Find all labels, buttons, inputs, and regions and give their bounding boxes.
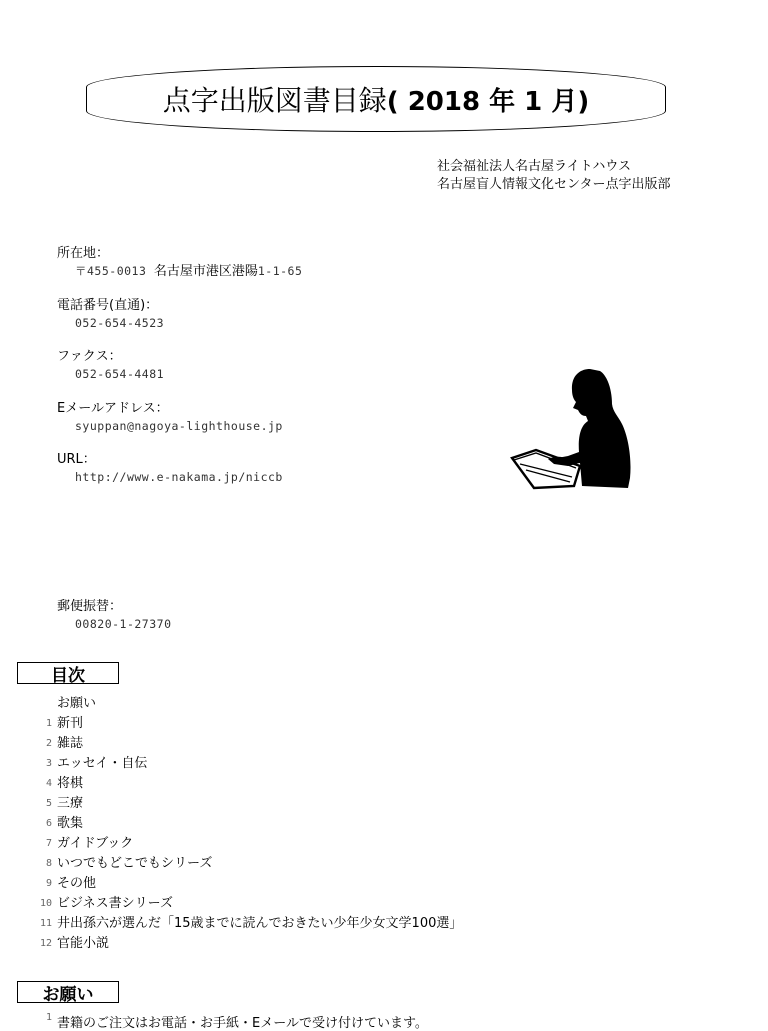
- toc-heading: 目次: [17, 662, 119, 684]
- title-date: ( 2018 年 1 月): [386, 86, 590, 117]
- fax-block: [57, 348, 164, 383]
- table-of-contents: [30, 694, 462, 954]
- url-label: URL：: [57, 452, 96, 467]
- address-value: [57, 262, 302, 281]
- toc-item[interactable]: 8 いつでもどこでもシリーズ: [45, 856, 213, 871]
- email-block: [57, 400, 283, 435]
- address-city: 名古屋市港区港陽: [153, 264, 258, 279]
- toc-item[interactable]: 3 エッセイ・自伝: [45, 756, 148, 771]
- request-item-number: 1: [45, 1012, 52, 1023]
- email-value[interactable]: syuppan@nagoya-lighthouse.jp: [75, 419, 283, 433]
- toc-item[interactable]: 4 将棋: [45, 776, 84, 791]
- request-item-text: 書籍のご注文はお電話・お手紙・Eメールで受け付けています。: [57, 1016, 428, 1031]
- transfer-value: 00820-1-27370: [75, 617, 172, 631]
- fax-value: 052-654-4481: [75, 367, 165, 381]
- phone-block: [57, 297, 164, 332]
- organization-block: [437, 158, 670, 194]
- request-item: [30, 1012, 428, 1031]
- url-value[interactable]: http://www.e-nakama.jp/niccb: [75, 470, 283, 484]
- phone-value: 052-654-4523: [75, 316, 165, 330]
- phone-label: 電話番号(直通)：: [57, 298, 159, 313]
- address-block: [57, 245, 302, 281]
- address-label: 所在地：: [57, 246, 110, 261]
- address-number: 1-1-65: [257, 264, 303, 278]
- title-main: 点字出版図書目録: [162, 84, 387, 117]
- organization-name: 社会福祉法人名古屋ライトハウス: [437, 159, 631, 174]
- toc-item[interactable]: 1 新刊: [45, 716, 84, 731]
- toc-item[interactable]: 9 その他: [45, 876, 97, 891]
- fax-label: ファクス：: [57, 349, 122, 364]
- department-name: 名古屋盲人情報文化センター点字出版部: [437, 177, 671, 192]
- toc-item[interactable]: 10 ビジネス書シリーズ: [39, 896, 173, 911]
- toc-item[interactable]: 12 官能小説: [39, 936, 110, 951]
- requests-heading: お願い: [17, 981, 119, 1003]
- toc-item[interactable]: 5 三療: [45, 796, 84, 811]
- toc-item[interactable]: 7 ガイドブック: [45, 836, 134, 851]
- braille-reader-illustration: [508, 366, 634, 492]
- transfer-label: 郵便振替：: [57, 599, 123, 614]
- email-label: Eメールアドレス：: [57, 401, 169, 416]
- toc-item[interactable]: お願い: [57, 696, 97, 711]
- postal-code: 〒455-0013: [75, 264, 147, 278]
- toc-item[interactable]: 2 雑誌: [45, 736, 84, 751]
- toc-item[interactable]: 6 歌集: [45, 816, 84, 831]
- toc-item[interactable]: 11 井出孫六が選んだ「15歳までに読んでおきたい少年少女文学100選」: [39, 916, 463, 931]
- catalog-title: [86, 66, 666, 132]
- url-block: [57, 451, 283, 486]
- transfer-block: [57, 598, 172, 633]
